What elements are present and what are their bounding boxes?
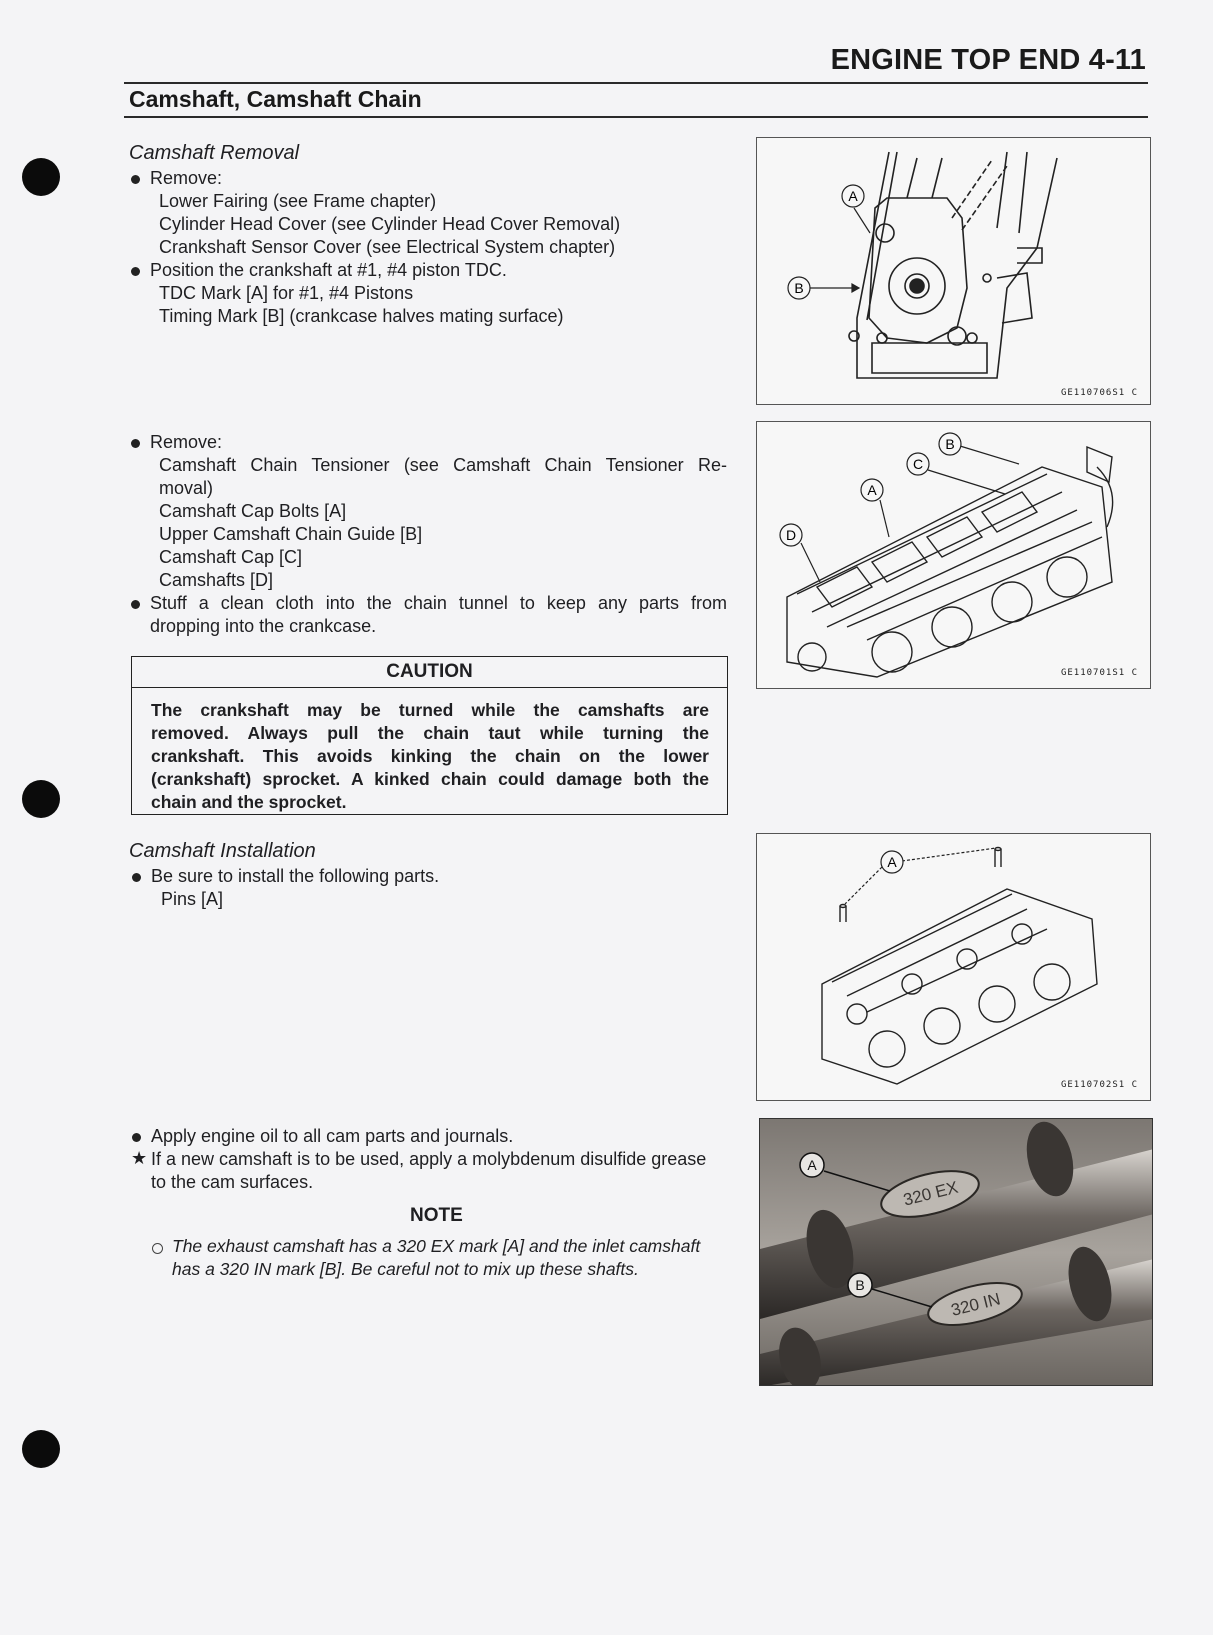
binder-hole <box>22 158 60 196</box>
installation-step1-label: Be sure to install the following parts. <box>151 866 440 886</box>
caution-text: removed. Always pull the chain taut while turning the <box>151 723 709 743</box>
caution-text: (crankshaft) sprocket. A kinked chain could damage both the <box>151 769 709 789</box>
removal-step3-tensioner-cont: moval) <box>159 478 214 498</box>
note-text: The exhaust camshaft has a 320 EX mark [A] and the inlet camshaft <box>172 1236 701 1256</box>
installation-step3-cont: to the cam surfaces. <box>151 1172 314 1192</box>
note-text: has a 320 IN mark [B]. Be careful not to mix up these shafts. <box>172 1259 639 1279</box>
header-rule <box>124 82 1148 84</box>
removal-step2-item: TDC Mark [A] for #1, #4 Pistons <box>159 283 414 303</box>
removal-step4-cont: dropping into the crankcase. <box>150 616 377 636</box>
star-icon: ★ <box>131 1148 148 1168</box>
page-header-title: ENGINE TOP END 4-11 <box>830 44 1146 76</box>
figure-cylinder-head-pins <box>756 833 1151 1101</box>
camshaft-mark-ex: 320 EX <box>901 1177 961 1210</box>
removal-step1-label: Remove: <box>150 168 223 188</box>
removal-step2-item: Timing Mark [B] (crankcase halves mating surface) <box>159 306 564 326</box>
installation-step3 <box>131 1148 707 1171</box>
installation-step1-item: Pins [A] <box>161 889 224 909</box>
removal-step2-label: Position the crankshaft at #1, #4 piston TDC. <box>150 260 507 280</box>
camshaft-mark-in: 320 IN <box>949 1289 1003 1320</box>
removal-step3-item: Camshaft Cap [C] <box>159 547 303 567</box>
crankcase-illustration <box>757 138 1151 405</box>
note-circle-icon <box>152 1243 163 1254</box>
removal-step3-item: Camshafts [D] <box>159 570 274 590</box>
caution-title: CAUTION <box>132 657 727 688</box>
removal-step1-item: Lower Fairing (see Frame chapter) <box>159 191 437 211</box>
removal-step3-item: Camshaft Cap Bolts [A] <box>159 501 347 521</box>
figure-code: GE110706S1 C <box>1060 388 1138 398</box>
callout-a: A <box>848 188 858 204</box>
figure-camshaft-marks-photo <box>759 1118 1153 1386</box>
note-title: NOTE <box>410 1205 463 1226</box>
installation-heading: Camshaft Installation <box>129 840 316 862</box>
removal-step3-tensioner: Camshaft Chain Tensioner (see Camshaft Chain Tensioner Re- <box>159 455 727 475</box>
callout-b: B <box>945 436 955 452</box>
figure-cylinder-head-camshafts <box>756 421 1151 689</box>
callout-b: B <box>855 1277 865 1293</box>
caution-text: crankshaft. This avoids kinking the chain on the lower <box>151 746 709 766</box>
callout-d: D <box>785 527 797 543</box>
callout-a: A <box>867 482 877 498</box>
removal-step1-item: Crankshaft Sensor Cover (see Electrical System chapter) <box>159 237 616 257</box>
removal-step3-item: Upper Camshaft Chain Guide [B] <box>159 524 423 544</box>
figure-code: GE110701S1 C <box>1060 668 1138 678</box>
figure-crankshaft-timing <box>756 137 1151 405</box>
caution-text: The crankshaft may be turned while the camshafts are <box>151 700 709 720</box>
callout-c: C <box>912 456 924 472</box>
section-title: Camshaft, Camshaft Chain <box>129 86 422 112</box>
section-rule <box>124 116 1148 118</box>
caution-text: chain and the sprocket. <box>151 792 347 812</box>
camshaft-photo <box>760 1119 1153 1386</box>
removal-heading: Camshaft Removal <box>129 142 300 164</box>
installation-step2: Apply engine oil to all cam parts and journals. <box>151 1126 514 1146</box>
callout-b: B <box>794 280 804 296</box>
binder-hole <box>22 780 60 818</box>
removal-step3-label: Remove: <box>150 432 223 452</box>
caution-box <box>131 656 728 815</box>
removal-step1-item: Cylinder Head Cover (see Cylinder Head Cover Removal) <box>159 214 621 234</box>
cylinder-head-illustration <box>757 422 1151 689</box>
figure-code: GE110702S1 C <box>1060 1080 1138 1090</box>
installation-step3-text: If a new camshaft is to be used, apply a molybdenum disulfide grease <box>151 1149 707 1169</box>
removal-step4: Stuff a clean cloth into the chain tunnel to keep any parts from <box>150 593 727 613</box>
callout-a: A <box>807 1157 817 1173</box>
callout-a: A <box>887 854 897 870</box>
binder-hole <box>22 1430 60 1468</box>
pins-illustration <box>757 834 1151 1101</box>
